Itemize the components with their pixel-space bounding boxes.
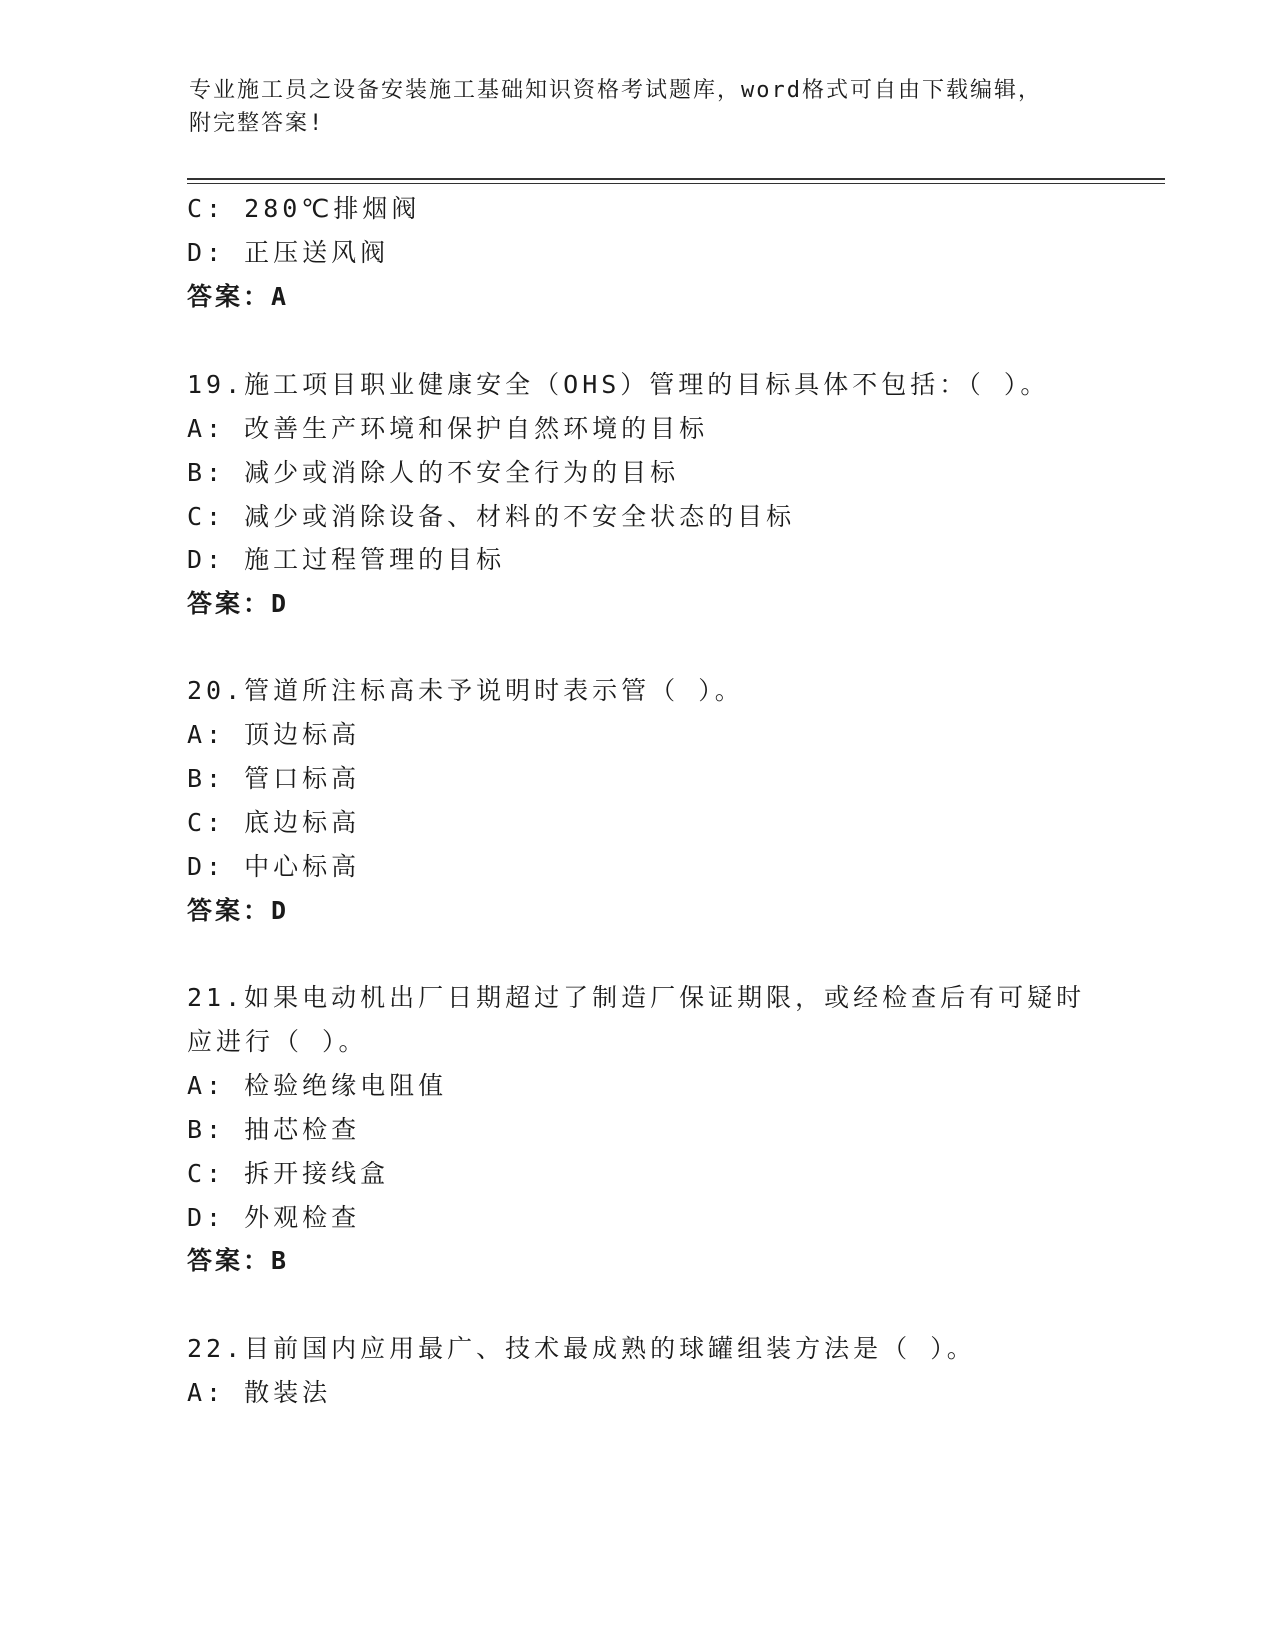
q18-option-d: D: 正压送风阀 <box>187 238 390 267</box>
q21-option-a: A: 检验绝缘电阻值 <box>187 1071 448 1100</box>
q20-answer: 答案：D <box>187 896 290 925</box>
header-line-1: 专业施工员之设备安装施工基础知识资格考试题库，word格式可自由下载编辑， <box>189 78 1042 103</box>
q22-option-a: A: 散装法 <box>187 1378 332 1407</box>
header-line-2: 附完整答案! <box>189 111 325 136</box>
q19-option-c: C: 减少或消除设备、材料的不安全状态的目标 <box>187 502 796 531</box>
q20-option-a: A: 顶边标高 <box>187 720 361 749</box>
q20-option-c: C: 底边标高 <box>187 808 361 837</box>
q21-option-c: C: 拆开接线盒 <box>187 1159 390 1188</box>
q18-option-c: C: 280℃排烟阀 <box>187 194 421 223</box>
q21-stem-line-1: 21.如果电动机出厂日期超过了制造厂保证期限，或经检查后有可疑时 <box>187 983 1086 1012</box>
q20-option-b: B: 管口标高 <box>187 764 361 793</box>
q20-option-d: D: 中心标高 <box>187 852 361 881</box>
q19-option-a: A: 改善生产环境和保护自然环境的目标 <box>187 414 709 443</box>
q21-answer: 答案：B <box>187 1246 290 1275</box>
q21-stem-line-2: 应进行（ ）。 <box>187 1027 368 1056</box>
q20-stem: 20.管道所注标高未予说明时表示管（ ）。 <box>187 676 744 705</box>
document-header <box>189 74 1069 140</box>
q19-option-b: B: 减少或消除人的不安全行为的目标 <box>187 458 680 487</box>
header-divider-thick <box>187 178 1165 180</box>
q21-option-b: B: 抽芯检查 <box>187 1115 361 1144</box>
q19-answer: 答案：D <box>187 589 290 618</box>
header-divider-thin <box>187 183 1165 184</box>
q19-stem: 19.施工项目职业健康安全（OHS）管理的目标具体不包括：（ ）。 <box>187 370 1050 399</box>
q22-stem: 22.目前国内应用最广、技术最成熟的球罐组装方法是（ ）。 <box>187 1334 976 1363</box>
q19-option-d: D: 施工过程管理的目标 <box>187 545 506 574</box>
q18-answer: 答案：A <box>187 282 290 311</box>
q21-option-d: D: 外观检查 <box>187 1203 361 1232</box>
